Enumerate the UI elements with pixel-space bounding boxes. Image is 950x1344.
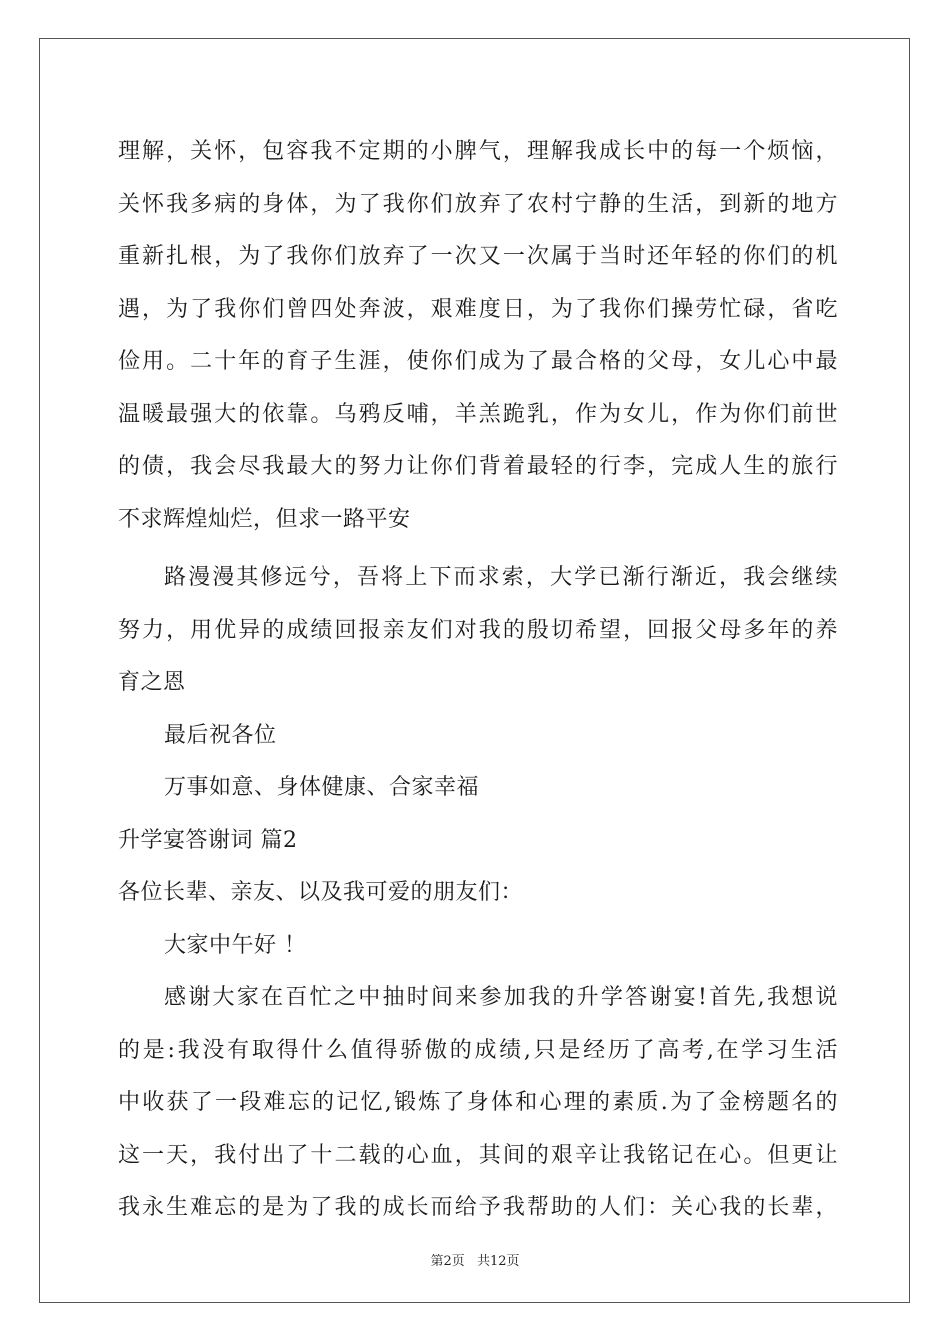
text-line: 的是:我没有取得什么值得骄傲的成绩,只是经历了高考,在学习生活 [118,1037,838,1063]
greeting: 大家中午好 ！ [164,932,307,958]
paragraph-2 [118,552,838,710]
text-line: 遇，为了我你们曾四处奔波，艰难度日，为了我你们操劳忙碌，省吃 [118,296,838,322]
text-line: 重新扎根，为了我你们放弃了一次又一次属于当时还年轻的你们的机 [118,244,838,269]
closing-line-1: 最后祝各位 [164,722,277,748]
text-line: 温暖最强大的依靠。乌鸦反哺，羊羔跪乳，作为女儿，作为你们前世 [118,401,838,427]
text-line: 这一天，我付出了十二载的心血，其间的艰辛让我铭记在心。但更让 [118,1142,838,1168]
section-title: 升学宴答谢词 篇2 [118,827,298,853]
document-body [118,126,838,1235]
text-line: 的债，我会尽我最大的努力让你们背着最轻的行李，完成人生的旅行 [118,454,838,479]
page-number-total: 共12页 [476,1254,520,1269]
page-footer [0,1250,950,1269]
text-line: 俭用。二十年的育子生涯，使你们成为了最合格的父母，女儿心中最 [118,349,838,374]
text-line: 感谢大家在百忙之中抽时间来参加我的升学答谢宴!首先,我想说 [164,985,838,1010]
closing-line-2: 万事如意、身体健康、合家幸福 [164,775,480,800]
text-line: 路漫漫其修远兮，吾将上下而求索，大学已渐行渐近，我会继续 [164,565,838,590]
text-line: 努力，用优异的成绩回报亲友们对我的殷切希望，回报父母多年的养 [118,617,838,643]
page-number-current: 第2页 [430,1254,465,1269]
text-line: 育之恩 [118,670,186,695]
salutation: 各位长辈、亲友、以及我可爱的朋友们： [118,880,524,905]
text-line: 中收获了一段难忘的记忆,锻炼了身体和心理的素质.为了金榜题名的 [118,1090,838,1115]
text-line: 我永生难忘的是为了我的成长而给予我帮助的人们：关心我的长辈， [118,1195,838,1220]
text-line: 关怀我多病的身体，为了我你们放弃了农村宁静的生活，到新的地方 [118,191,838,217]
text-line: 理解，关怀，包容我不定期的小脾气，理解我成长中的每一个烦恼， [118,139,838,164]
text-line: 不求辉煌灿烂，但求一路平安 [118,506,411,532]
paragraph-1 [118,126,838,546]
paragraph-3 [118,972,838,1235]
